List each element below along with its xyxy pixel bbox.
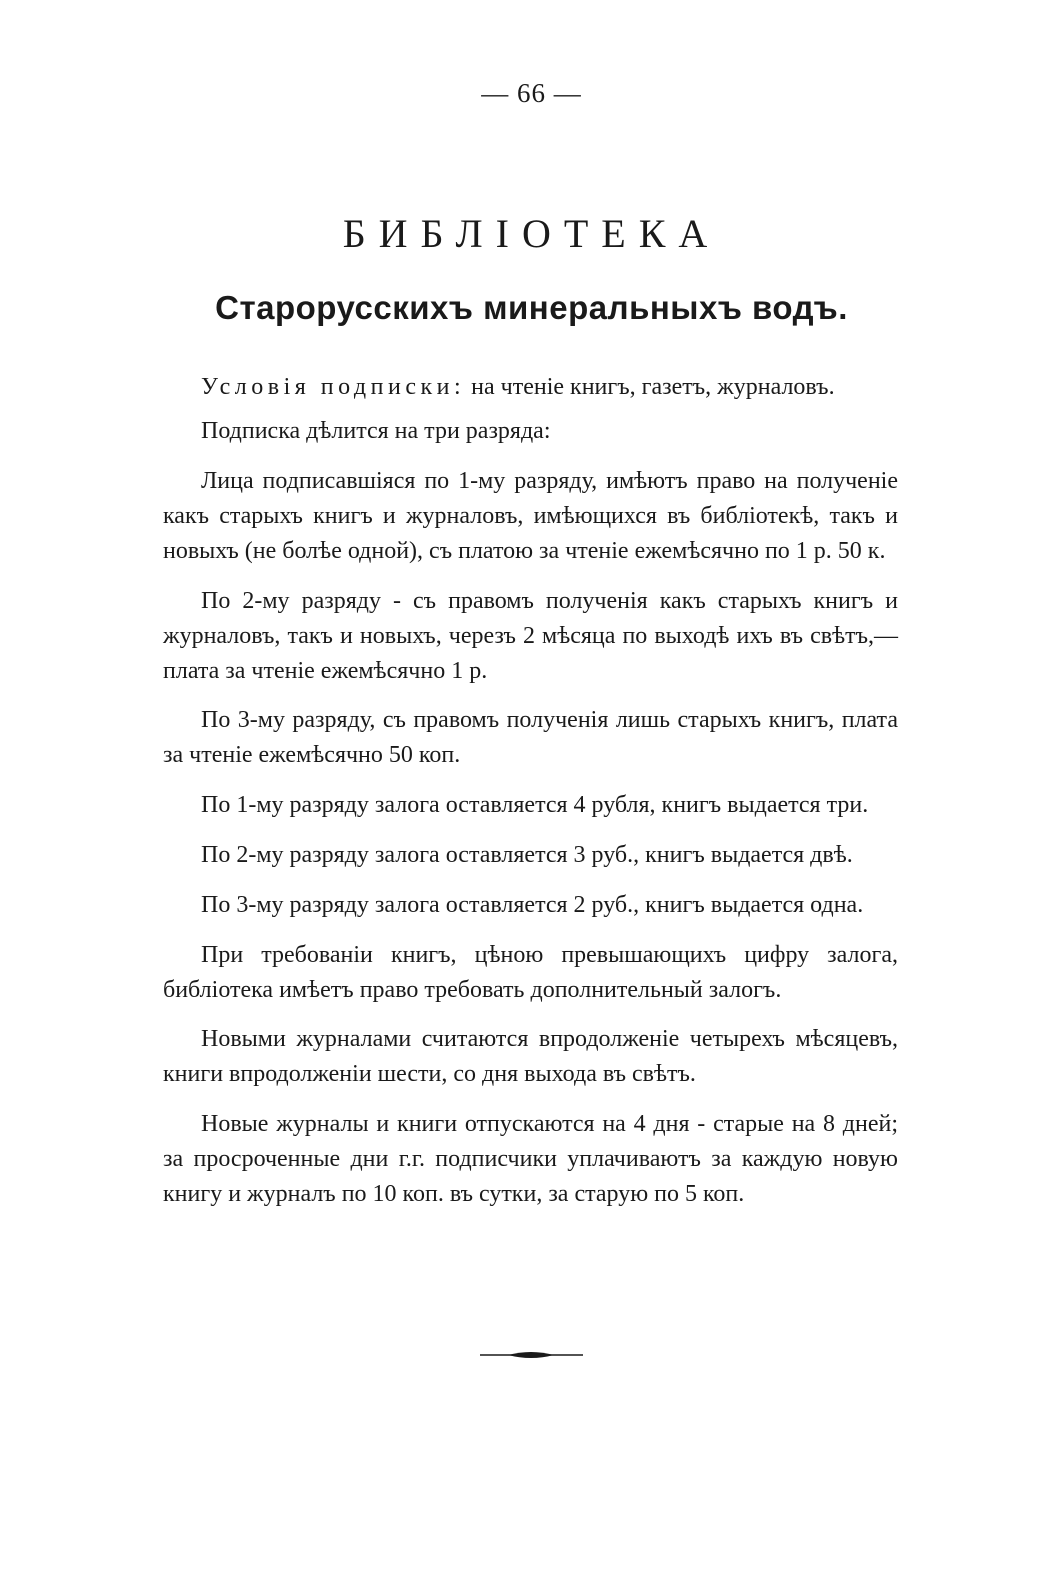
- divider-ornament-icon: [480, 1345, 583, 1365]
- paragraph-second-category: По 2-му разряду - съ правомъ полученія какъ старыхъ книгъ и журналовъ, такъ и новыхъ, черезъ 2 мѣсяца по выходѣ ихъ въ свѣтъ,—плата за чтеніе ежемѣсячно 1 р.: [163, 587, 898, 684]
- body-text: [163, 370, 898, 1227]
- conditions-text: на чтеніе книгъ, газетъ, журналовъ.: [465, 374, 835, 400]
- page-subtitle: Старорусскихъ минеральныхъ водъ.: [215, 289, 848, 326]
- paragraph-categories: Подписка дѣлится на три разряда:: [201, 418, 551, 444]
- paragraph-deposit-second: По 2-му разряду залога оставляется 3 руб., книгъ выдается двѣ.: [201, 841, 853, 868]
- paragraph-new-items: Новыми журналами считаются впродолженіе четырехъ мѣсяцевъ, книги впродолженіи шести, со дня выхода въ свѣтъ.: [163, 1026, 898, 1088]
- paragraph-deposit-third: По 3-му разряду залога оставляется 2 руб., книгъ выдается одна.: [201, 891, 864, 918]
- conditions-label: Условія подписки:: [201, 374, 466, 400]
- paragraph-first-category: Лица подписавшіяся по 1-му разряду, имѣютъ право на полученіе какъ старыхъ книгъ и журналовъ, имѣющихся въ библіотекѣ, такъ и новыхъ (не болѣе одной), съ платою за чтеніе ежемѣсячно по 1 р. 50 к.: [163, 467, 898, 564]
- paragraph-loan-terms: Новые журналы и книги отпускаются на 4 дня - старые на 8 дней; за просроченные дни г.г. подписчики уплачиваютъ за каждую новую книгу и журналъ по 10 коп. въ сутки, за старую по 5 коп.: [163, 1111, 898, 1208]
- page-title: БИБЛІОТЕКА: [342, 211, 721, 256]
- page-number: — 66 —: [481, 78, 582, 108]
- paragraph-extra-deposit: При требованіи книгъ, цѣною превышающихъ цифру залога, библіотека имѣетъ право требовать дополнительный залогъ.: [163, 941, 898, 1003]
- paragraph-deposit-first: По 1-му разряду залога оставляется 4 рубля, книгъ выдается три.: [201, 792, 869, 819]
- paragraph-third-category: По 3-му разряду, съ правомъ полученія лишь старыхъ книгъ, плата за чтеніе ежемѣсячно 50 коп.: [163, 707, 898, 769]
- subscription-conditions: [163, 370, 898, 405]
